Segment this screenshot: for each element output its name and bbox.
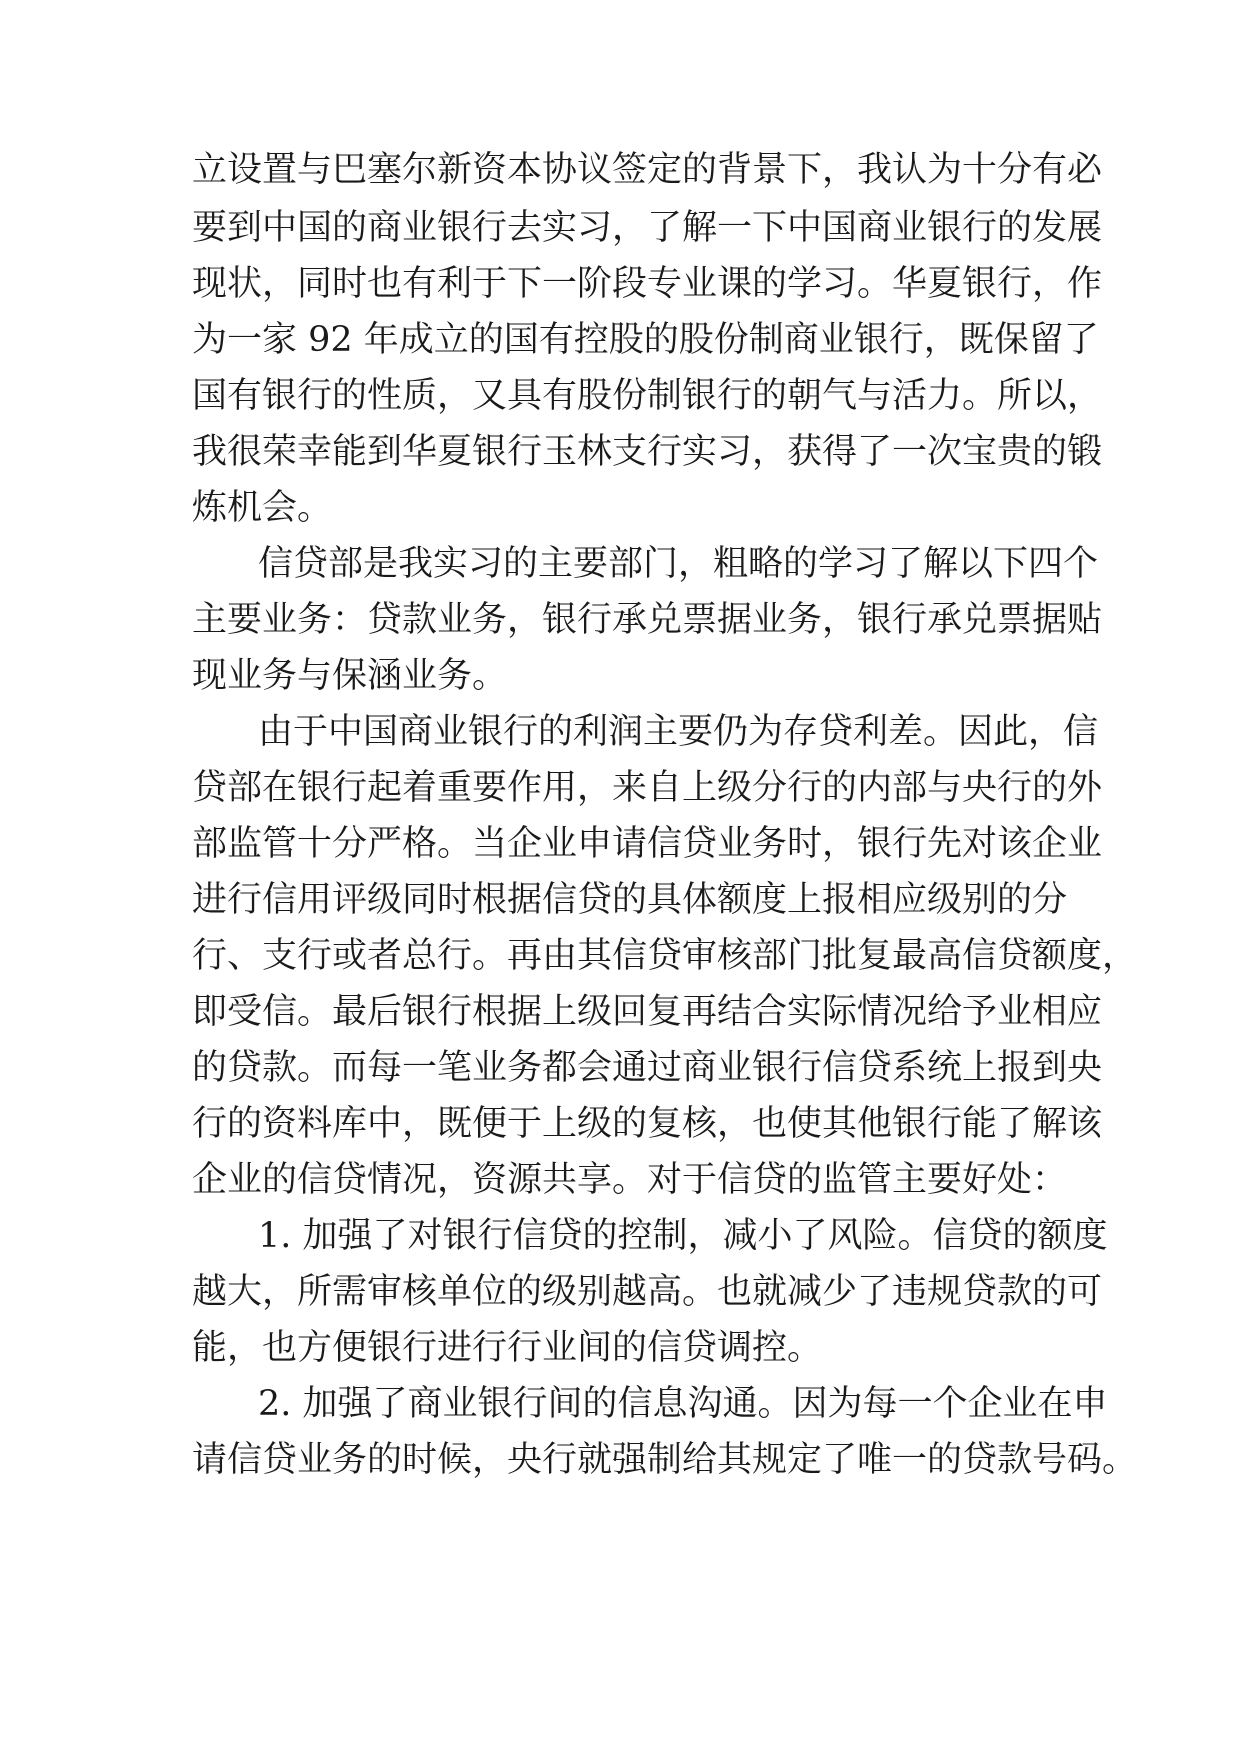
text-line: 企业的信贷情况，资源共享。对于信贷的监管主要好处：	[192, 1160, 1068, 1200]
text-line: 进行信用评级同时根据信贷的具体额度上报相应级别的分	[192, 880, 1068, 920]
text-line: 请信贷业务的时候，央行就强制给其规定了唯一的贷款号码。	[192, 1440, 1138, 1480]
text-line: 要到中国的商业银行去实习，了解一下中国商业银行的发展	[192, 208, 1103, 248]
text-line: 部监管十分严格。当企业申请信贷业务时，银行先对该企业	[192, 824, 1103, 864]
text-line: 信贷部是我实习的主要部门，粗略的学习了解以下四个	[258, 544, 1099, 584]
text-line: 我很荣幸能到华夏银行玉林支行实习，获得了一次宝贵的锻	[192, 432, 1103, 472]
text-line: 为一家 92 年成立的国有控股的股份制商业银行，既保留了	[192, 320, 1099, 360]
text-line: 现业务与保涵业务。	[192, 656, 508, 696]
text-line: 1. 加强了对银行信贷的控制，减小了风险。信贷的额度	[258, 1216, 1108, 1256]
text-line: 的贷款。而每一笔业务都会通过商业银行信贷系统上报到央	[192, 1048, 1103, 1088]
text-line: 越大，所需审核单位的级别越高。也就减少了违规贷款的可	[192, 1272, 1103, 1312]
text-line: 即受信。最后银行根据上级回复再结合实际情况给予业相应	[192, 992, 1103, 1032]
text-line: 行、支行或者总行。再由其信贷审核部门批复最高信贷额度，	[192, 936, 1138, 976]
text-line: 由于中国商业银行的利润主要仍为存贷利差。因此，信	[258, 712, 1099, 752]
text-line: 立设置与巴塞尔新资本协议签定的背景下，我认为十分有必	[192, 150, 1103, 190]
text-line: 现状，同时也有利于下一阶段专业课的学习。华夏银行，作	[192, 264, 1103, 304]
text-line: 行的资料库中，既便于上级的复核，也使其他银行能了解该	[192, 1104, 1103, 1144]
text-line: 贷部在银行起着重要作用，来自上级分行的内部与央行的外	[192, 768, 1103, 808]
text-line: 炼机会。	[192, 488, 333, 528]
text-line: 2. 加强了商业银行间的信息沟通。因为每一个企业在申	[258, 1384, 1108, 1424]
text-line: 主要业务：贷款业务，银行承兑票据业务，银行承兑票据贴	[192, 600, 1103, 640]
text-line: 国有银行的性质，又具有股份制银行的朝气与活力。所以，	[192, 376, 1103, 416]
text-line: 能，也方便银行进行行业间的信贷调控。	[192, 1328, 823, 1368]
